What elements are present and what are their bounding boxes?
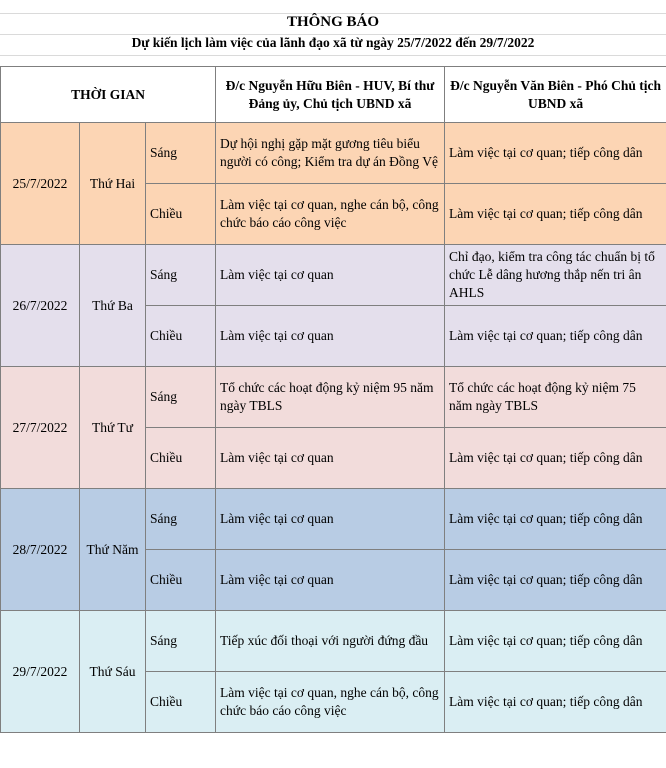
- person-1-task: Làm việc tại cơ quan, nghe cán bộ, công chức báo cáo công việc: [216, 184, 445, 245]
- session-cell: Chiều: [146, 550, 216, 611]
- person-2-task: Làm việc tại cơ quan; tiếp công dân: [445, 123, 666, 184]
- session-cell: Chiều: [146, 672, 216, 733]
- person-2-task: Tổ chức các hoạt động kỷ niệm 75 năm ngày TBLS: [445, 367, 666, 428]
- gridline: [0, 55, 666, 56]
- person-1-task: Làm việc tại cơ quan: [216, 428, 445, 489]
- session-cell: Sáng: [146, 367, 216, 428]
- session-cell: Sáng: [146, 123, 216, 184]
- person-1-task: Làm việc tại cơ quan: [216, 306, 445, 367]
- person-1-task: Làm việc tại cơ quan: [216, 489, 445, 550]
- person-1-task: Làm việc tại cơ quan: [216, 550, 445, 611]
- date-cell: 28/7/2022: [1, 489, 80, 611]
- person-2-task: Làm việc tại cơ quan; tiếp công dân: [445, 428, 666, 489]
- weekday-cell: Thứ Ba: [80, 245, 146, 367]
- header-person-2: Đ/c Nguyễn Văn Biên - Phó Chủ tịch UBND xã: [445, 67, 666, 123]
- person-1-task: Tiếp xúc đối thoại với người đứng đầu: [216, 611, 445, 672]
- weekday-cell: Thứ Sáu: [80, 611, 146, 733]
- header-time: THỜI GIAN: [1, 67, 216, 123]
- person-1-task: Dự hội nghị gặp mặt gương tiêu biểu người có công; Kiểm tra dự án Đồng Vệ: [216, 123, 445, 184]
- session-cell: Chiều: [146, 306, 216, 367]
- person-2-task: Làm việc tại cơ quan; tiếp công dân: [445, 184, 666, 245]
- table-row: [1, 367, 666, 428]
- date-cell: 26/7/2022: [1, 245, 80, 367]
- weekday-cell: Thứ Năm: [80, 489, 146, 611]
- person-2-task: Làm việc tại cơ quan; tiếp công dân: [445, 672, 666, 733]
- header-person-1: Đ/c Nguyễn Hữu Biên - HUV, Bí thư Đảng ủy, Chủ tịch UBND xã: [216, 67, 445, 123]
- table-row: [1, 245, 666, 306]
- weekday-cell: Thứ Hai: [80, 123, 146, 245]
- session-cell: Chiều: [146, 184, 216, 245]
- date-cell: 29/7/2022: [1, 611, 80, 733]
- person-1-task: Tổ chức các hoạt động kỷ niệm 95 năm ngày TBLS: [216, 367, 445, 428]
- table-row: [1, 489, 666, 550]
- person-2-task: Làm việc tại cơ quan; tiếp công dân: [445, 489, 666, 550]
- session-cell: Sáng: [146, 611, 216, 672]
- person-2-task: Làm việc tại cơ quan; tiếp công dân: [445, 550, 666, 611]
- person-1-task: Làm việc tại cơ quan, nghe cán bộ, công chức báo cáo công việc: [216, 672, 445, 733]
- session-cell: Sáng: [146, 245, 216, 306]
- date-cell: 27/7/2022: [1, 367, 80, 489]
- table-row: [1, 611, 666, 672]
- person-1-task: Làm việc tại cơ quan: [216, 245, 445, 306]
- person-2-task: Chỉ đạo, kiểm tra công tác chuẩn bị tổ chức Lễ dâng hương thắp nến tri ân AHLS: [445, 245, 666, 306]
- person-2-task: Làm việc tại cơ quan; tiếp công dân: [445, 611, 666, 672]
- session-cell: Sáng: [146, 489, 216, 550]
- date-cell: 25/7/2022: [1, 123, 80, 245]
- weekday-cell: Thứ Tư: [80, 367, 146, 489]
- schedule-table: [0, 66, 666, 733]
- notice-subtitle: Dự kiến lịch làm việc của lãnh đạo xã từ ngày 25/7/2022 đến 29/7/2022: [131, 35, 535, 50]
- person-2-task: Làm việc tại cơ quan; tiếp công dân: [445, 306, 666, 367]
- session-cell: Chiều: [146, 428, 216, 489]
- notice-title: THÔNG BÁO: [286, 14, 380, 30]
- table-row: [1, 123, 666, 184]
